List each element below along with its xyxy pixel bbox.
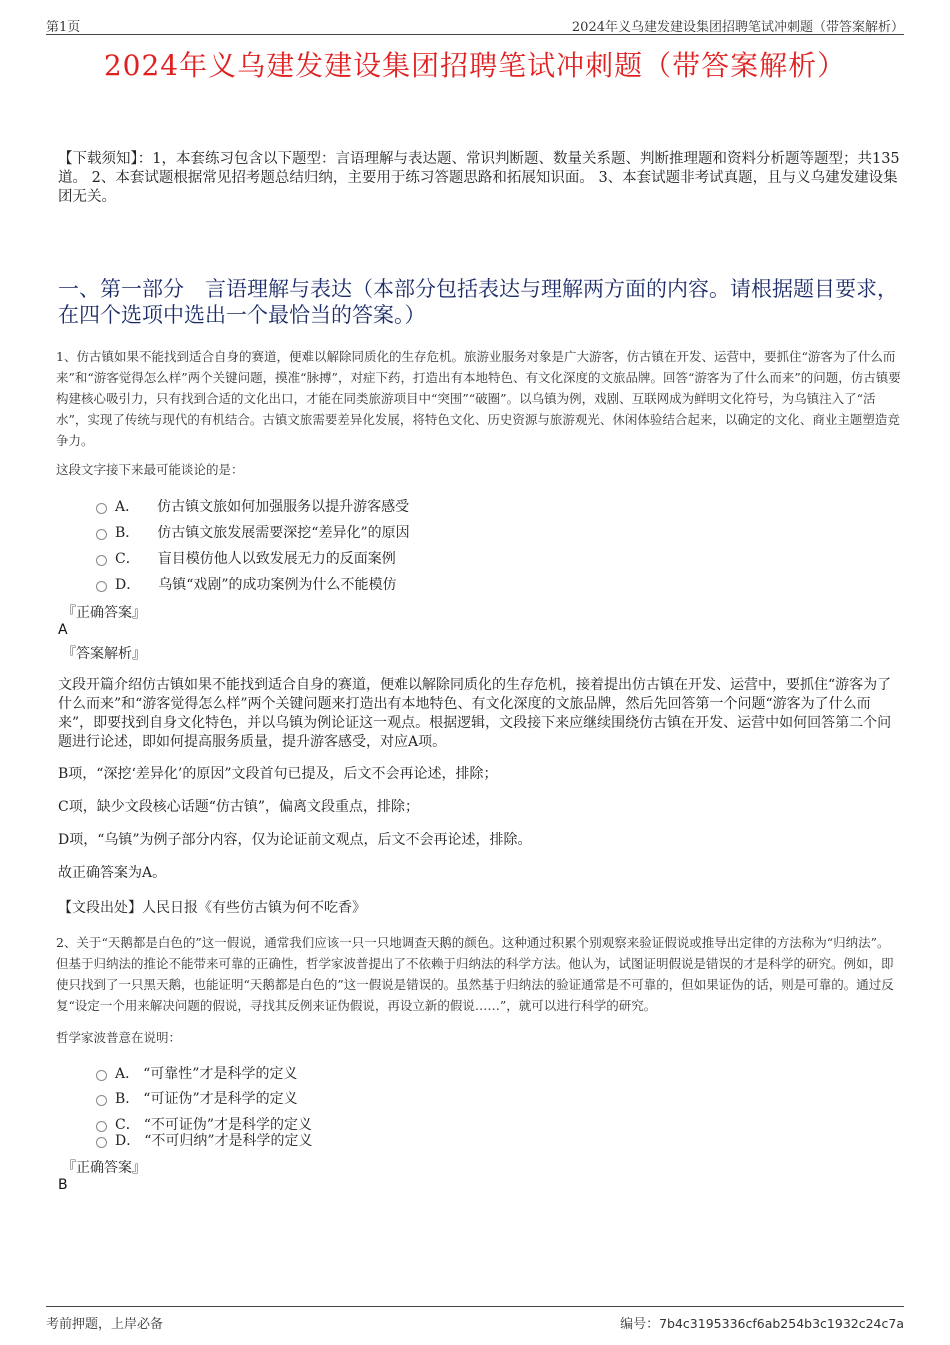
option-text: “不可证伪”才是科学的定义 (143, 1117, 313, 1133)
footer-code-label: 编号： (620, 1317, 660, 1332)
q1-analysis-c: C项，缺少文段核心话题“仿古镇”，偏离文段重点，排除； (58, 799, 420, 815)
q1-option-b[interactable] (96, 522, 410, 542)
q1-answer-label: 『正确答案』 (62, 605, 146, 621)
q1-analysis-d: D项，“乌镇”为例子部分内容，仅为论证前文观点，后文不会再论述，排除。 (58, 832, 532, 848)
question-1-text: 1、仿古镇如果不能找到适合自身的赛道，便难以解除同质化的生存危机。旅游业服务对象是广大游客，仿古镇在开发、运营中，要抓住“游客为了什么而来”和“游客觉得怎么样”两个关键问题，摸准“脉搏”，对症下药，打造出有本地特色、有文化深度的文旅品牌。回答“游客为了什么而来”的问题，仿古镇要构建核心吸引力，只有找到合适的文化出口，才能在同类旅游项目中“突围”“破圈”。以乌镇为例，戏剧、互联网成为鲜明文化符号，为乌镇注入了“活水”，实现了传统与现代的有机结合。古镇文旅需要差异化发展，将特色文化、历史资源与旅游观光、休闲体验结合起来，以确定的文化、商业主题塑造竞争力。 (56, 349, 901, 448)
footer-code (620, 1313, 904, 1332)
q1-conclusion: 故正确答案为A。 (58, 865, 167, 881)
page-number: 第1页 (46, 20, 81, 35)
question-2-prompt: 哲学家波普意在说明： (56, 1030, 182, 1045)
q2-option-d[interactable] (96, 1130, 313, 1150)
q1-answer-value: A (58, 622, 68, 638)
footer-code-value: 7b4c3195336cf6ab254b3c1932c24c7a (659, 1316, 904, 1331)
q2-option-b[interactable] (96, 1088, 298, 1108)
option-letter: B． (115, 1091, 140, 1107)
download-notice: 【下载须知】：1，本套练习包含以下题型：言语理解与表达题、常识判断题、数量关系题、判断推理题和资料分析题等题型；共135道。 2、本套试题根据常见招考题总结归纳，主要用于练习答题思路和拓展知识面。 3、本套试题非考试真题，且与义乌建发建设集团无关。 (58, 151, 900, 205)
option-letter: C． (115, 1117, 140, 1133)
running-header (46, 14, 904, 35)
question-1-prompt: 这段文字接下来最可能谈论的是： (56, 462, 244, 477)
option-letter: A． (115, 499, 140, 515)
footer-slogan: 考前押题，上岸必备 (46, 1317, 164, 1332)
running-footer (46, 1306, 904, 1332)
radio-icon[interactable] (96, 1137, 107, 1148)
radio-icon[interactable] (96, 529, 107, 540)
option-text: 仿古镇文旅发展需要深挖“差异化”的原因 (157, 525, 410, 541)
question-2-text: 2、关于“天鹅都是白色的”这一假说，通常我们应该一只一只地调查天鹅的颜色。这种通过积累个别观察来验证假说或推导出定律的方法称为“归纳法”。但基于归纳法的推论不能带来可靠的正确性，哲学家波普提出了不依赖于归纳法的科学方法。他认为，试图证明假说是错误的才是科学的研究。例如，即使只找到了一只黑天鹅，也能证明“天鹅都是白色的”这一假说是错误的。虽然基于归纳法的验证通常是不可靠的，但如果证伪的话，则是可靠的。通过反复“设定一个用来解决问题的假说，寻找其反例来证伪假说，再设立新的假说……”，就可以进行科学的研究。 (56, 935, 894, 1013)
option-letter: B． (115, 525, 140, 541)
q2-answer-label: 『正确答案』 (62, 1160, 146, 1176)
option-text: 盲目模仿他人以致发展无力的反面案例 (157, 551, 396, 567)
q1-analysis-label: 『答案解析』 (62, 646, 146, 662)
option-text: 乌镇“戏剧”的成功案例为什么不能模仿 (158, 577, 397, 593)
header-doc-title: 2024年义乌建发建设集团招聘笔试冲刺题（带答案解析） (571, 20, 904, 35)
q1-option-d[interactable] (96, 574, 397, 594)
radio-icon[interactable] (96, 555, 107, 566)
option-letter: D． (115, 577, 141, 593)
q1-source: 【文段出处】人民日报《有些仿古镇为何不吃香》 (58, 900, 366, 916)
q1-option-c[interactable] (96, 548, 396, 568)
q1-analysis-b: B项，“深挖‘差异化’的原因”文段首句已提及，后文不会再论述，排除； (58, 766, 498, 782)
option-text: 仿古镇文旅如何加强服务以提升游客感受 (157, 499, 410, 515)
section-heading: 一、第一部分 言语理解与表达（本部分包括表达与理解两方面的内容。请根据题目要求，在四个选项中选出一个最恰当的答案。） (58, 277, 898, 327)
q1-option-a[interactable] (96, 496, 409, 516)
option-letter: A． (115, 1066, 140, 1082)
q1-analysis-main: 文段开篇介绍仿古镇如果不能找到适合自身的赛道，便难以解除同质化的生存危机，接着提出仿古镇在开发、运营中，要抓住“游客为了什么而来”和“游客觉得怎么样”两个关键问题来打造出有本地特色、有文化深度的文旅品牌，然后先回答第一个问题“游客为了什么而来”，即要找到自身文化特色，并以乌镇为例论证这一观点。根据逻辑，文段接下来应继续围绕仿古镇在开发、运营中如何回答第二个问题进行论述，即如何提高服务质量，提升游客感受，对应A项。 (58, 677, 892, 750)
page-title: 2024年义乌建发建设集团招聘笔试冲刺题（带答案解析） (103, 49, 847, 82)
radio-icon[interactable] (96, 581, 107, 592)
radio-icon[interactable] (96, 1070, 107, 1081)
q2-option-a[interactable] (96, 1063, 297, 1083)
option-text: “可证伪”才是科学的定义 (143, 1091, 298, 1107)
radio-icon[interactable] (96, 503, 107, 514)
q2-answer-value: B (58, 1177, 68, 1193)
radio-icon[interactable] (96, 1095, 107, 1106)
option-text: “可靠性”才是科学的定义 (143, 1066, 298, 1082)
option-letter: D． (115, 1133, 141, 1149)
option-letter: C． (115, 551, 140, 567)
option-text: “不可归纳”才是科学的定义 (144, 1133, 313, 1149)
